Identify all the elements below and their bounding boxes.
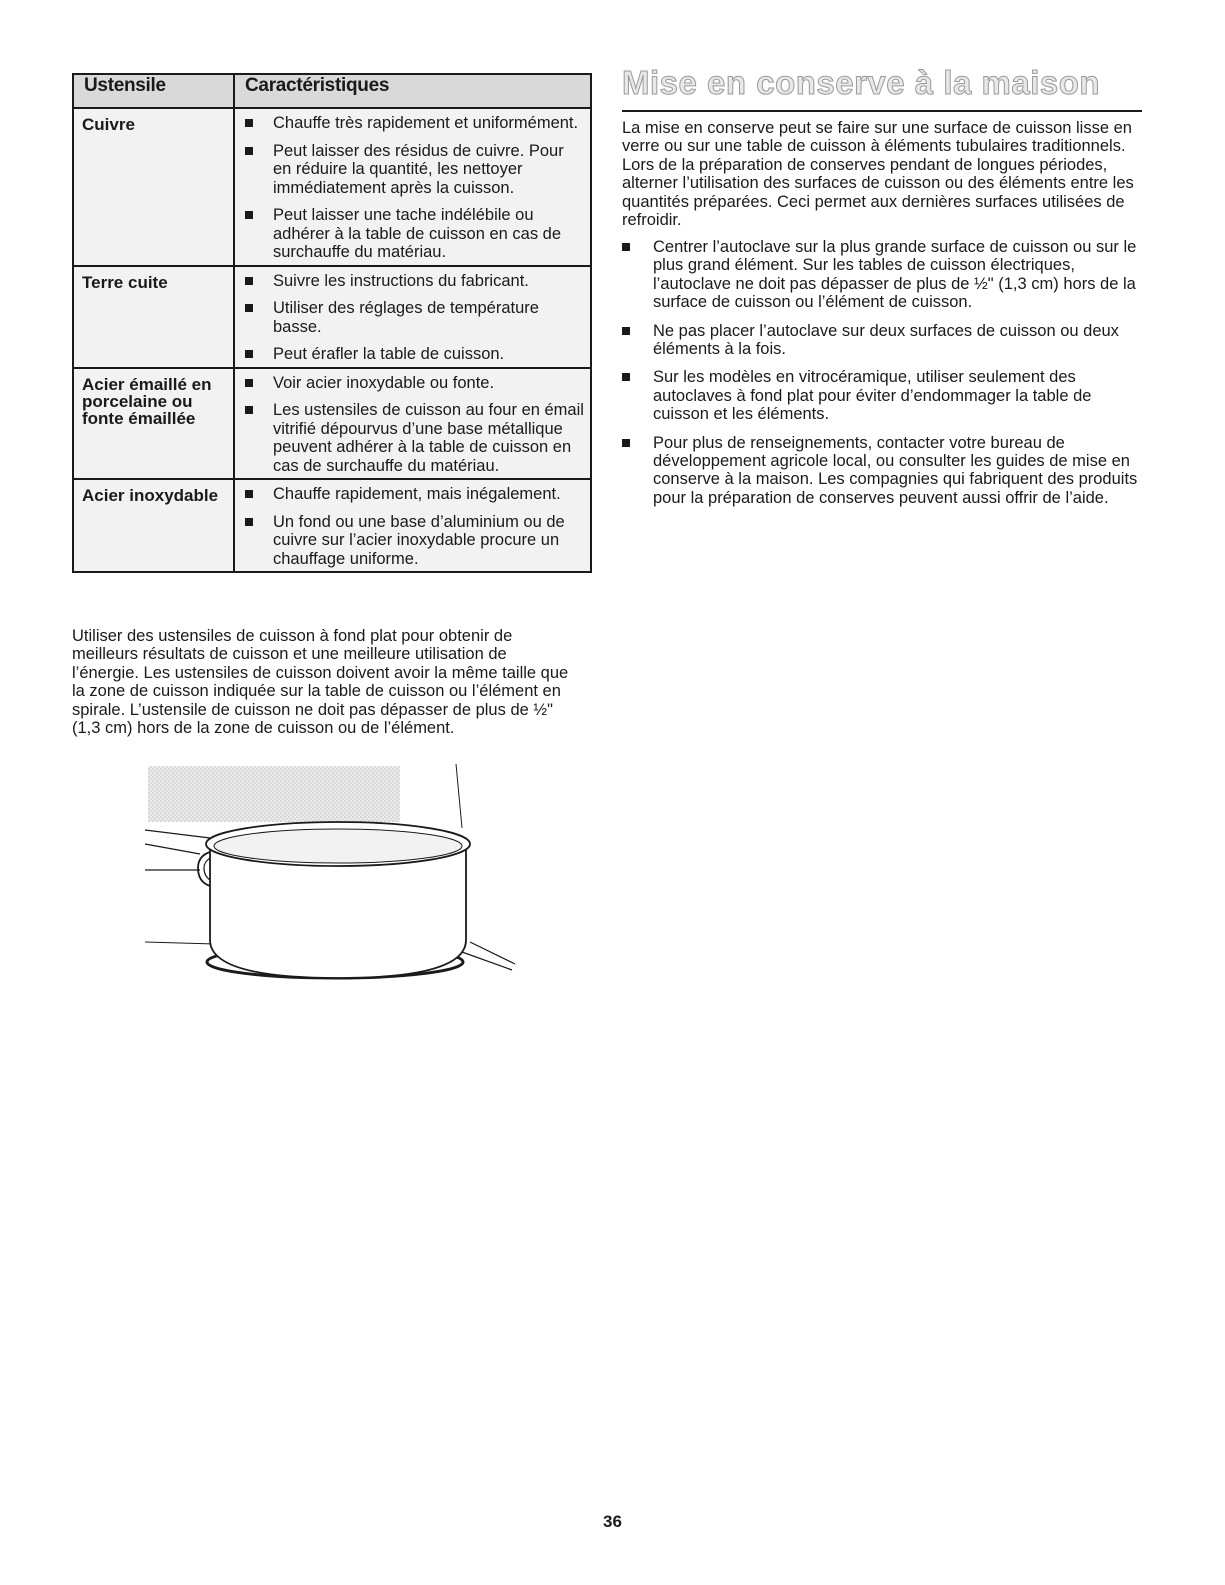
list-item xyxy=(243,485,584,504)
bullet-icon xyxy=(245,304,253,312)
table-row xyxy=(73,266,591,368)
bullet-icon xyxy=(245,119,253,127)
bullet-icon xyxy=(245,490,253,498)
features-cell xyxy=(234,368,591,480)
feature-text: Peut laisser des résidus de cuivre. Pour en réduire la quantité, les nettoyer immédiatement après la cuisson. xyxy=(273,141,564,197)
list-item xyxy=(622,322,1142,359)
list-item xyxy=(243,142,584,198)
bullet-icon xyxy=(622,327,630,335)
bullet-icon xyxy=(245,211,253,219)
material-cell: Acier émaillé en porcelaine ou fonte émaillée xyxy=(73,368,234,480)
table-row xyxy=(73,479,591,572)
bullet-icon xyxy=(622,373,630,381)
feature-text: Peut érafler la table de cuisson. xyxy=(273,345,505,363)
bullet-text: Centrer l’autoclave sur la plus grande surface de cuisson ou sur le plus grand élément. Sur les tables de cuisson électriques, l’autoclave ne doit pas dépasser de plus de ½" (1,3 cm) hors de la surface de cuisson ou l’élément de cuisson. xyxy=(653,238,1137,312)
feature-text: Voir acier inoxydable ou fonte. xyxy=(273,373,495,392)
page-number: 36 xyxy=(603,1512,622,1531)
features-cell xyxy=(234,108,591,266)
feature-text: Les ustensiles de cuisson au four en émail vitrifié dépourvus d’une base métallique peuvent adhérer à la table de cuisson en cas de surchauffe du matériau. xyxy=(273,401,584,475)
feature-text: Utiliser des réglages de température basse. xyxy=(273,299,539,336)
bullet-icon xyxy=(622,439,630,447)
list-item xyxy=(243,374,584,393)
list-item xyxy=(243,513,584,569)
table-row xyxy=(73,108,591,266)
bullet-icon xyxy=(245,277,253,285)
list-item xyxy=(243,345,584,364)
bullet-icon xyxy=(622,243,630,251)
section-title: Mise en conserve à la maison xyxy=(622,64,1142,112)
bullet-icon xyxy=(245,518,253,526)
feature-text: Peut laisser une tache indélébile ou adhérer à la table de cuisson en cas de surchauffe du matériau. xyxy=(273,206,562,261)
bullet-icon xyxy=(245,406,253,414)
feature-text: Suivre les instructions du fabricant. xyxy=(273,271,529,290)
list-item xyxy=(622,238,1142,312)
table-header-caracteristiques: Caractéristiques xyxy=(234,74,591,108)
feature-text: Chauffe rapidement, mais inégalement. xyxy=(273,485,561,503)
list-item xyxy=(243,114,584,133)
canning-intro-paragraph: La mise en conserve peut se faire sur une surface de cuisson lisse en verre ou sur une table de cuisson à éléments tubulaires traditionnels. Lors de la préparation de conserves pendant de longues périodes, alterner l’utilisation des surfaces de cuisson ou des éléments entre les quantités préparées. Ceci permet aux dernières surfaces utilisées de refroidir. xyxy=(622,119,1134,230)
table-header-ustensile: Ustensile xyxy=(73,74,234,108)
list-item xyxy=(243,299,584,336)
table-row xyxy=(73,368,591,480)
features-cell xyxy=(234,479,591,572)
bullet-text: Sur les modèles en vitrocéramique, utiliser seulement des autoclaves à fond plat pour éviter d’endommager la table de cuisson et les éléments. xyxy=(653,368,1092,424)
bullet-icon xyxy=(245,350,253,358)
list-item xyxy=(622,434,1142,508)
feature-text: Chauffe très rapidement et uniformément. xyxy=(273,114,579,132)
bullet-icon xyxy=(245,147,253,155)
features-cell xyxy=(234,266,591,368)
bullet-icon xyxy=(245,379,253,387)
material-cell: Terre cuite xyxy=(73,266,234,368)
list-item xyxy=(622,368,1142,423)
list-item xyxy=(243,206,584,262)
material-cell: Acier inoxydable xyxy=(73,479,234,572)
list-item xyxy=(243,272,584,291)
cookware-table xyxy=(72,73,592,573)
bullet-text: Pour plus de renseignements, contacter votre bureau de développement agricole local, ou consulter les guides de mise en conserve à la maison. Les compagnies qui fabriquent des produits pour la préparation de conserves peuvent aussi offrir de l’aide. xyxy=(653,433,1138,507)
table-header-row xyxy=(73,74,591,108)
flat-cookware-paragraph: Utiliser des ustensiles de cuisson à fond plat pour obtenir de meilleurs résultats de cuisson et une meilleure utilisation de l’énergie. Les ustensiles de cuisson doivent avoir la même taille que la zone de cuisson indiquée sur la table de cuisson ou l’élément en spirale. L’ustensile de cuisson ne doit pas dépasser de plus de ½" (1,3 cm) hors de la zone de cuisson ou de l’élément. xyxy=(72,627,569,738)
canning-bullet-list xyxy=(622,238,1142,517)
material-cell: Cuivre xyxy=(73,108,234,266)
pot-on-cooktop-illustration xyxy=(140,760,530,990)
feature-text: Un fond ou une base d’aluminium ou de cuivre sur l’acier inoxydable procure un chauffage uniforme. xyxy=(273,512,565,568)
bullet-text: Ne pas placer l’autoclave sur deux surfaces de cuisson ou deux éléments à la fois. xyxy=(653,321,1119,359)
list-item xyxy=(243,401,584,475)
